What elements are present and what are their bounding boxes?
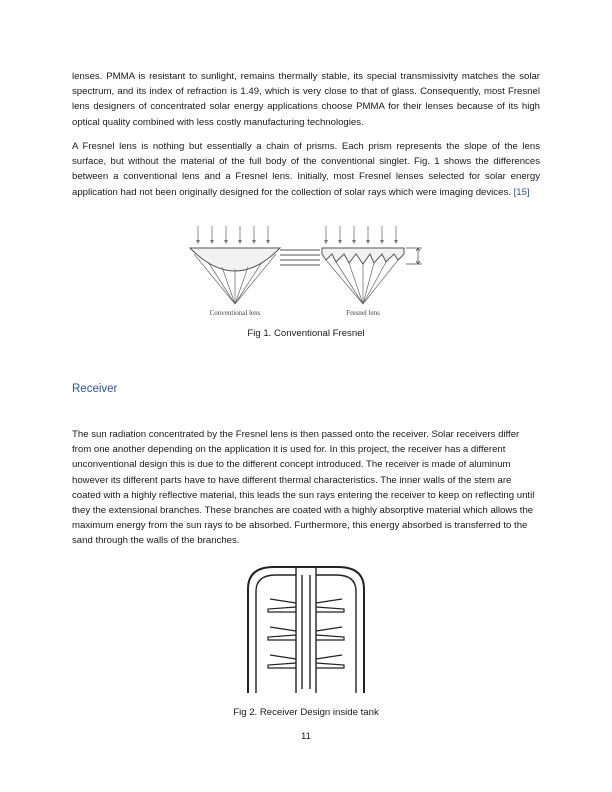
paragraph-pmma: lenses. PMMA is resistant to sunlight, remains thermally stable, its special transmissivity matches the solar spectrum, and its index of refraction is 1.49, which is very close to that of glass. Consequently, most Fresnel lens designers of concentrated solar energy applications choose PMMA for their lenses because of its high optical quality combined with less costly manufacturing technologies. <box>72 71 540 128</box>
label-conventional-lens: Conventional lens <box>209 309 261 317</box>
incoming-rays-fresnel <box>326 226 396 242</box>
figure1-caption: Fig 1. Conventional Fresnel <box>247 328 365 339</box>
receiver-branches <box>268 599 344 668</box>
ray-arrowheads-fresnel <box>324 240 398 244</box>
label-fresnel-lens: Fresnel lens <box>346 309 380 317</box>
ray-arrowheads-conventional <box>196 240 270 244</box>
paragraph-receiver: The sun radiation concentrated by the Fresnel lens is then passed onto the receiver. Solar receivers differ from one another depending on the application it is used for. In this project, the receiver has a different unconventional design this is due to the different concept introduced. The receiver is made of aluminum however its different parts have to have different thermal characteristics. The inner walls of the stem are coated with a highly reflective material, this leads the sun rays entering the receiver to keep on reflecting until they the extensional branches. These branches are coated with a highly absorptive material which allows the maximum energy from the sun rays to be absorbed. Furthermore, this energy absorbed is transferred to the sand through the walls of the branches. <box>72 429 535 547</box>
tank-inner-wall <box>256 575 356 693</box>
figure-receiver-design <box>246 563 366 695</box>
receiver-stem <box>296 567 316 693</box>
fresnel-lens-shape <box>322 248 404 264</box>
conventional-lens-shape <box>190 248 280 271</box>
page-number: 11 <box>301 731 311 742</box>
tank-outer-wall <box>248 567 364 693</box>
thickness-dimension <box>406 248 422 264</box>
citation-link[interactable]: [15] <box>513 186 530 198</box>
paragraph-fresnel <box>72 139 540 200</box>
incoming-rays-conventional <box>198 226 268 242</box>
section-heading-receiver: Receiver <box>72 383 118 395</box>
figure-conventional-vs-fresnel <box>180 224 430 320</box>
converging-rays-fresnel <box>326 260 398 304</box>
lens-comparison-bars <box>280 250 320 265</box>
figure2-caption: Fig 2. Receiver Design inside tank <box>233 707 379 718</box>
paragraph-fresnel-text: A Fresnel lens is nothing but essentially a chain of prisms. Each prism represents the slope of the lens surface, but without the material of the full body of the conventional singlet. Fig. 1 shows the differences between a conventional lens and a Fresnel lens. Initially, most Fresnel lenses selected for solar energy application had not been originally designed for the collection of solar rays which were imaging devices. <box>72 141 540 198</box>
